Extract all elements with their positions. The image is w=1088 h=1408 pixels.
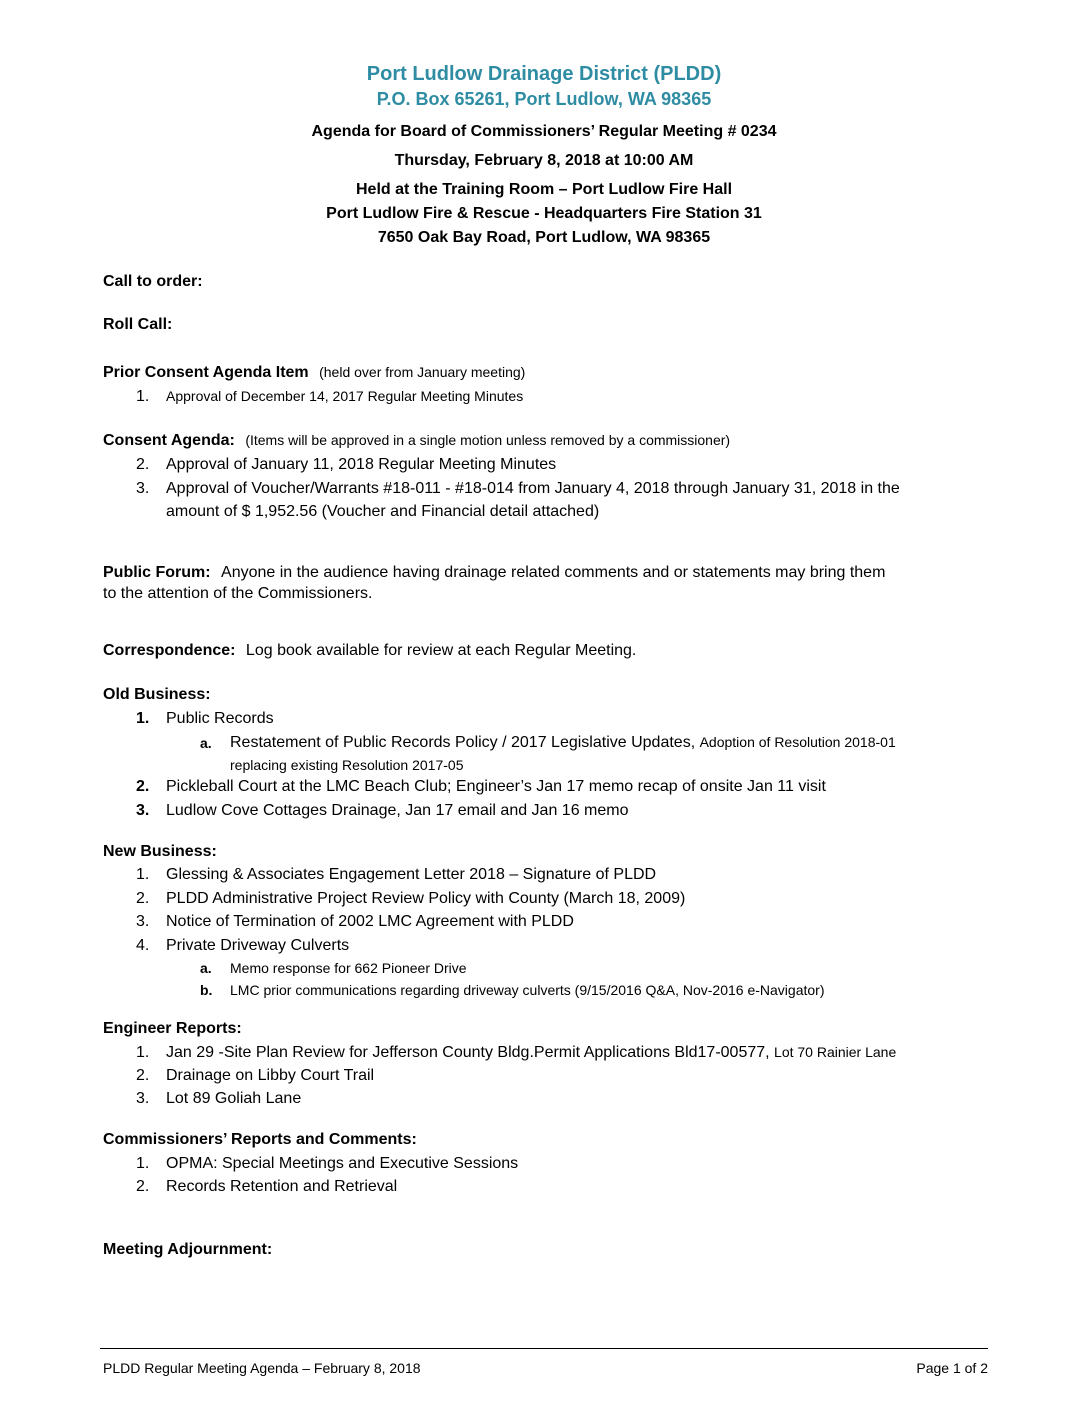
new-business-heading: New Business: [103, 843, 217, 860]
location-line-1: Held at the Training Room – Port Ludlow Fire Hall [355, 181, 733, 198]
old-business-subitem-small: Adoption of Resolution 2018-01 [699, 734, 896, 750]
consent-item-text: Approval of January 11, 2018 Regular Meeting Minutes [166, 456, 557, 473]
old-business-item-text: Pickleball Court at the LMC Beach Club; Engineer’s Jan 17 memo recap of onsite Jan 11 visit [166, 778, 826, 795]
org-address: P.O. Box 65261, Port Ludlow, WA 98365 [376, 89, 712, 109]
new-business-subitem-text: Memo response for 662 Pioneer Drive [230, 960, 467, 976]
old-business-item-text: Public Records [166, 710, 274, 727]
consent-item-num: 3. [136, 480, 150, 497]
correspondence-section [103, 642, 636, 660]
meeting-datetime: Thursday, February 8, 2018 at 10:00 AM [394, 152, 694, 169]
engineer-report-small: Lot 70 Rainier Lane [774, 1044, 897, 1060]
engineer-report-main: Jan 29 -Site Plan Review for Jefferson County Bldg.Permit Applications Bld17-00577, [166, 1044, 770, 1061]
consent-item-text-cont: amount of $ 1,952.56 (Voucher and Financial detail attached) [166, 503, 600, 520]
new-business-item-num: 2. [136, 890, 150, 907]
prior-consent-item-num: 1. [136, 388, 150, 405]
old-business-subitem-num: a. [200, 735, 212, 751]
footer-title: PLDD Regular Meeting Agenda – February 8, 2018 [103, 1360, 421, 1376]
prior-consent-heading: Prior Consent Agenda Item [103, 364, 309, 381]
engineer-report-text: Lot 89 Goliah Lane [166, 1090, 302, 1107]
call-to-order-heading: Call to order: [103, 273, 203, 290]
public-forum-section [103, 564, 885, 582]
org-name: Port Ludlow Drainage District (PLDD) [366, 63, 722, 85]
correspondence-heading: Correspondence: [103, 642, 236, 659]
engineer-report-num: 1. [136, 1044, 150, 1061]
new-business-item-num: 1. [136, 866, 150, 883]
engineer-report-num: 2. [136, 1067, 150, 1084]
prior-consent-note: (held over from January meeting) [319, 364, 526, 380]
prior-consent-item-text: Approval of December 14, 2017 Regular Meeting Minutes [166, 388, 524, 404]
public-forum-text-cont: to the attention of the Commissioners. [103, 585, 373, 602]
old-business-item-num: 3. [136, 802, 150, 819]
engineer-report-num: 3. [136, 1090, 150, 1107]
consent-section [103, 432, 730, 450]
engineer-report-text [166, 1044, 896, 1062]
old-business-subitem-text [230, 734, 896, 752]
engineer-reports-heading: Engineer Reports: [103, 1020, 242, 1037]
roll-call-heading: Roll Call: [103, 316, 173, 333]
engineer-report-text: Drainage on Libby Court Trail [166, 1067, 375, 1084]
consent-heading: Consent Agenda: [103, 432, 235, 449]
new-business-subitem-num: b. [200, 982, 213, 998]
location-line-3: 7650 Oak Bay Road, Port Ludlow, WA 98365 [377, 229, 711, 246]
commissioners-item-num: 2. [136, 1178, 150, 1195]
commissioners-item-text: OPMA: Special Meetings and Executive Sessions [166, 1155, 519, 1172]
old-business-item-text: Ludlow Cove Cottages Drainage, Jan 17 email and Jan 16 memo [166, 802, 629, 819]
public-forum-text: Anyone in the audience having drainage related comments and or statements may bring them [221, 564, 886, 581]
location-line-2: Port Ludlow Fire & Rescue - Headquarters Fire Station 31 [326, 205, 762, 222]
correspondence-text: Log book available for review at each Regular Meeting. [245, 642, 637, 659]
new-business-item-text: Private Driveway Culverts [166, 937, 350, 954]
old-business-item-num: 2. [136, 778, 150, 795]
page-number: Page 1 of 2 [916, 1360, 988, 1376]
old-business-heading: Old Business: [103, 686, 211, 703]
adjournment-heading: Meeting Adjournment: [103, 1241, 273, 1258]
old-business-subitem-main: Restatement of Public Records Policy / 2017 Legislative Updates, [230, 734, 696, 751]
new-business-subitem-num: a. [200, 960, 212, 976]
public-forum-heading: Public Forum: [103, 564, 211, 581]
new-business-item-num: 4. [136, 937, 150, 954]
consent-item-num: 2. [136, 456, 150, 473]
commissioners-heading: Commissioners’ Reports and Comments: [103, 1131, 417, 1148]
commissioners-item-text: Records Retention and Retrieval [166, 1178, 398, 1195]
new-business-item-text: PLDD Administrative Project Review Policy with County (March 18, 2009) [166, 890, 686, 907]
old-business-subitem-text-cont: replacing existing Resolution 2017-05 [230, 757, 464, 773]
new-business-item-text: Notice of Termination of 2002 LMC Agreement with PLDD [166, 913, 574, 930]
prior-consent-section [103, 364, 525, 382]
footer-divider [100, 1348, 988, 1349]
new-business-subitem-text: LMC prior communications regarding driveway culverts (9/15/2016 Q&A, Nov-2016 e-Navigator) [230, 982, 825, 998]
commissioners-item-num: 1. [136, 1155, 150, 1172]
agenda-title: Agenda for Board of Commissioners’ Regular Meeting # 0234 [311, 123, 777, 140]
new-business-item-num: 3. [136, 913, 150, 930]
consent-note: (Items will be approved in a single motion unless removed by a commissioner) [245, 432, 731, 448]
new-business-item-text: Glessing & Associates Engagement Letter 2018 – Signature of PLDD [166, 866, 657, 883]
consent-item-text: Approval of Voucher/Warrants #18-011 - #18-014 from January 4, 2018 through January 31, 2018 in the [166, 480, 900, 497]
old-business-item-num: 1. [136, 710, 150, 727]
